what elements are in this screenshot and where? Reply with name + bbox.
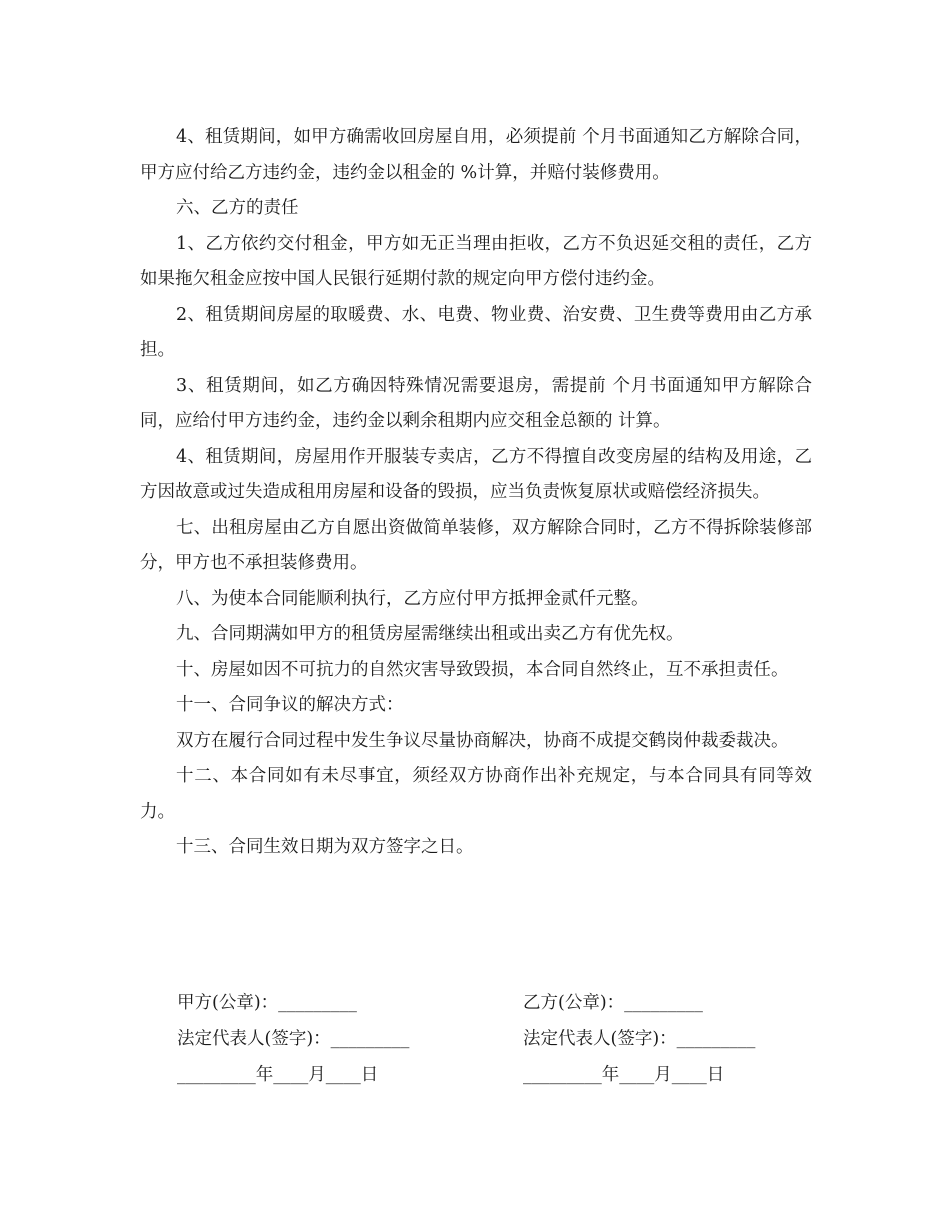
contract-body: [140, 120, 812, 866]
section-8-deposit: 八、为使本合同能顺利执行，乙方应付甲方抵押金贰仟元整。: [176, 588, 649, 609]
signature-row-date: [177, 1057, 817, 1093]
section-9-priority-right: 九、合同期满如甲方的租赁房屋需继续出租或出卖乙方有优先权。: [176, 624, 684, 644]
party-a-representative: 法定代表人(签字)：_________: [177, 1029, 410, 1049]
party-a-date: _________年____月____日: [177, 1065, 379, 1085]
section-13-effective-date: 十三、合同生效日期为双方签字之日。: [176, 837, 474, 857]
party-a-seal: 甲方(公章)：_________: [177, 993, 357, 1013]
clause-6-1-rent-payment: 1、乙方依约交付租金，甲方如无正当理由拒收，乙方不负迟延交租的责任，乙方如果拖欠租金应按中国人民银行延期付款的规定向甲方偿付违约金。: [140, 233, 812, 289]
section-10-force-majeure: 十、房屋如因不可抗力的自然灾害导致毁损，本合同自然终止，互不承担责任。: [176, 659, 789, 680]
party-b-representative: 法定代表人(签字)：_________: [523, 1029, 756, 1049]
section-11-dispute-resolution: 双方在履行合同过程中发生争议尽量协商解决，协商不成提交鹤岗仲裁委裁决。: [176, 730, 789, 751]
clause-6-4-usage: 4、租赁期间，房屋用作开服装专卖店，乙方不得擅自改变房屋的结构及用途，乙方因故意或过失造成租用房屋和设备的毁损，应当负责恢复原状或赔偿经济损失。: [140, 446, 812, 502]
signature-block: [177, 985, 817, 1093]
section-7-renovation: 七、出租房屋由乙方自愿出资做简单装修，双方解除合同时，乙方不得拆除装修部分，甲方也不承担装修费用。: [140, 517, 812, 573]
party-b-date: _________年____月____日: [523, 1065, 725, 1085]
clause-6-3-tenant-termination: 3、租赁期间，如乙方确因特殊情况需要退房，需提前 个月书面通知甲方解除合同，应给付甲方违约金，违约金以剩余租期内应交租金总额的 计算。: [140, 375, 812, 431]
section-6-heading: 六、乙方的责任: [176, 198, 299, 218]
signature-row-seal: [177, 985, 817, 1021]
signature-row-representative: [177, 1021, 817, 1057]
clause-6-2-utilities: 2、租赁期间房屋的取暖费、水、电费、物业费、治安费、卫生费等费用由乙方承担。: [140, 304, 812, 360]
section-12-supplement: 十二、本合同如有未尽事宜，须经双方协商作出补充规定，与本合同具有同等效力。: [140, 766, 812, 822]
section-11-heading: 十一、合同争议的解决方式：: [176, 695, 404, 715]
party-b-seal: 乙方(公章)：_________: [523, 993, 703, 1013]
clause-5-4-landlord-termination: 4、租赁期间，如甲方确需收回房屋自用，必须提前 个月书面通知乙方解除合同，甲方应付给乙方违约金，违约金以租金的 %计算，并赔付装修费用。: [140, 127, 812, 183]
